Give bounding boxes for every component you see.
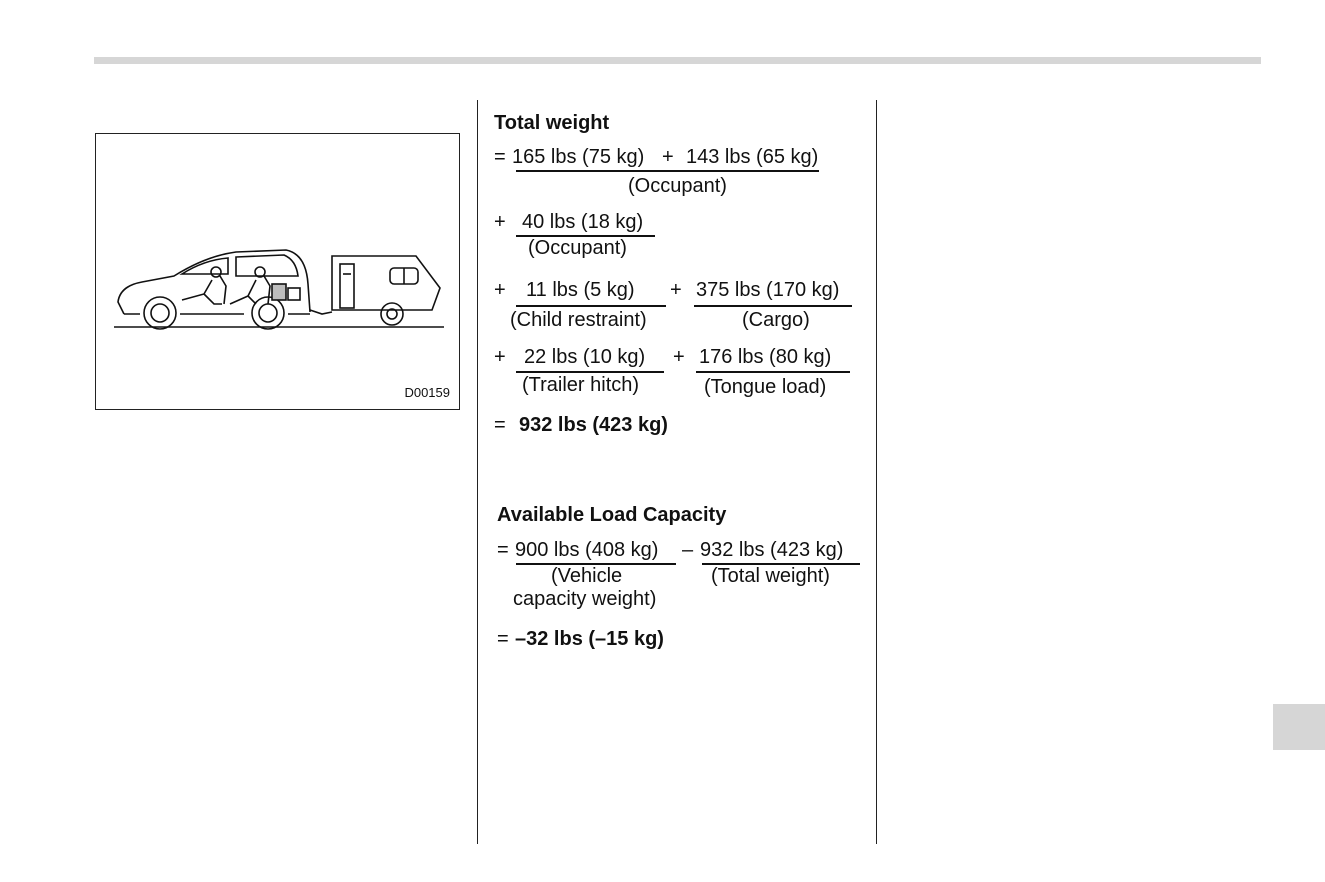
vehicle-towing-trailer-illustration bbox=[96, 134, 459, 409]
total-weight-title: Total weight bbox=[494, 112, 610, 134]
trailer-hitch-label: (Trailer hitch) bbox=[522, 374, 640, 396]
occupant-3-label: (Occupant) bbox=[528, 237, 627, 259]
plus-sign: + bbox=[494, 211, 506, 233]
fraction-line bbox=[516, 371, 664, 373]
fraction-line bbox=[694, 305, 852, 307]
plus-sign: + bbox=[494, 279, 506, 301]
vehicle-capacity-label-line-1: (Vehicle bbox=[551, 565, 623, 587]
available-capacity-result: –32 lbs (–15 kg) bbox=[515, 628, 664, 650]
figure-code: D00159 bbox=[404, 385, 450, 400]
occupant-label: (Occupant) bbox=[628, 175, 727, 197]
eq-sign: = bbox=[497, 539, 509, 561]
total-weight-result: 932 lbs (423 kg) bbox=[519, 414, 668, 436]
plus-sign: + bbox=[494, 346, 506, 368]
vehicle-capacity-label-line-2: capacity weight) bbox=[513, 588, 657, 610]
vehicle-capacity-value: 900 lbs (408 kg) bbox=[515, 539, 659, 561]
trailer-hitch-value: 22 lbs (10 kg) bbox=[524, 346, 646, 368]
cargo-value: 375 lbs (170 kg) bbox=[696, 279, 840, 301]
fraction-line bbox=[696, 371, 850, 373]
child-restraint-label: (Child restraint) bbox=[510, 309, 647, 331]
eq-sign: = bbox=[494, 146, 506, 168]
occupant-1-value: 165 lbs (75 kg) bbox=[512, 146, 645, 168]
child-restraint-value: 11 lbs (5 kg) bbox=[526, 279, 635, 301]
column-divider-right bbox=[876, 100, 877, 844]
fraction-line bbox=[516, 170, 819, 172]
plus-sign: + bbox=[662, 146, 674, 168]
occupant-3-value: 40 lbs (18 kg) bbox=[522, 211, 644, 233]
fraction-line bbox=[516, 305, 666, 307]
tongue-load-value: 176 lbs (80 kg) bbox=[699, 346, 832, 368]
figure-box bbox=[95, 133, 460, 410]
eq-sign: = bbox=[497, 628, 509, 650]
minus-sign: – bbox=[682, 539, 694, 561]
plus-sign: + bbox=[673, 346, 685, 368]
eq-sign: = bbox=[494, 414, 506, 436]
cargo-label: (Cargo) bbox=[742, 309, 810, 331]
chapter-tab bbox=[1273, 704, 1325, 750]
available-capacity-title: Available Load Capacity bbox=[497, 504, 727, 526]
header-rule bbox=[94, 57, 1261, 64]
plus-sign: + bbox=[670, 279, 682, 301]
total-weight-label: (Total weight) bbox=[711, 565, 830, 587]
occupant-2-value: 143 lbs (65 kg) bbox=[686, 146, 819, 168]
total-weight-value: 932 lbs (423 kg) bbox=[700, 539, 844, 561]
tongue-load-label: (Tongue load) bbox=[704, 376, 827, 398]
column-divider-left bbox=[477, 100, 478, 844]
